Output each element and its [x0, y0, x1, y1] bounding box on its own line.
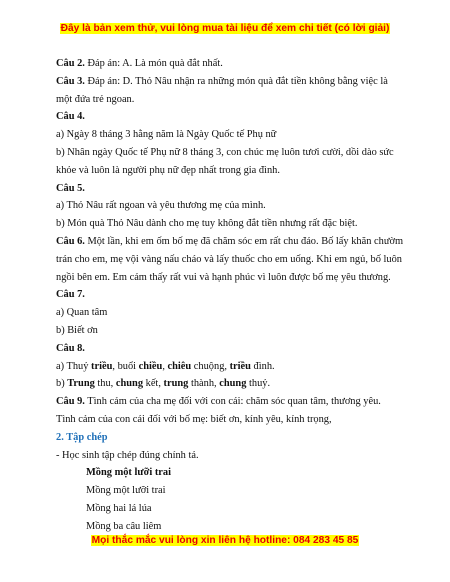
- text-run: thành,: [188, 378, 220, 390]
- cau5-label-text: Câu 5.: [56, 182, 85, 194]
- poem-line: Mồng một lưỡi trai: [86, 485, 166, 497]
- bold-word: triều: [91, 360, 113, 372]
- text-run: thuỷ.: [246, 378, 271, 390]
- poem-title: [56, 464, 406, 482]
- bold-word: triều: [229, 360, 251, 372]
- cau7-answer-a: a) Quan tâm: [56, 307, 108, 319]
- cau4-label-text: Câu 4.: [56, 111, 85, 123]
- text-run: thu,: [94, 378, 116, 390]
- cau9-text: Tình cảm của cha mẹ đối với con cái: chăm sóc quan tâm, thương yêu.: [84, 396, 381, 408]
- cau4-answer-b: b) Nhân ngày Quốc tế Phụ nữ 8 tháng 3, con chúc mẹ luôn tươi cười, dồi dào sức khỏe và luôn là người phụ nữ đẹp nhất trong gia đình.: [56, 146, 394, 176]
- cau3-paragraph: [56, 73, 406, 109]
- poem-line: Mồng hai lá lúa: [86, 502, 152, 514]
- text-run: chuộng,: [191, 360, 230, 372]
- cau4-answer-a: a) Ngày 8 tháng 3 hằng năm là Ngày Quốc tế Phụ nữ: [56, 129, 277, 141]
- poem-title-text: Mồng một lưỡi trai: [86, 467, 171, 479]
- cau8-answer-a: [56, 358, 406, 376]
- cau8-label-text: Câu 8.: [56, 342, 85, 354]
- hotline-text: Mọi thắc mắc vui lòng xin liên hệ hotline: 084 283 45 85: [91, 535, 359, 546]
- cau9-line2: Tình cảm của con cái đối với bố mẹ: biết ơn, kính yêu, kính trọng,: [56, 413, 332, 425]
- text-run: a) Thuỷ: [56, 360, 92, 372]
- poem-line: Mồng ba câu liêm: [86, 520, 162, 532]
- bold-word: chiêu: [167, 360, 192, 372]
- cau4-label: [56, 108, 406, 126]
- cau6-text: Một lần, khi em ốm bố mẹ đã chăm sóc em rất chu đáo. Bố lấy khăn chườm trán cho em, mẹ vội vàng nấu cháo và lấy thuốc cho em uống. Khi em ngủ, bố luôn ngồi bên em. Em cảm thấy rất vui và hạnh phúc vì luôn được bố mẹ yêu thương.: [56, 235, 404, 283]
- text-run: , buổi: [112, 360, 139, 372]
- preview-notice-banner: [0, 23, 450, 34]
- cau6-paragraph: [56, 233, 406, 286]
- cau2-paragraph: [56, 55, 406, 73]
- cau5-label: [56, 180, 406, 198]
- text-run: ,: [162, 360, 168, 372]
- cau6-label: Câu 6.: [56, 235, 85, 247]
- cau8-label: [56, 340, 406, 358]
- cau9-paragraph: [56, 393, 406, 411]
- text-run: đình.: [250, 360, 275, 372]
- cau5-answer-b: b) Món quà Thỏ Nâu dành cho mẹ tuy không đắt tiền nhưng rất đặc biệt.: [56, 218, 358, 230]
- cau7-label: [56, 286, 406, 304]
- section-instruction: - Học sinh tập chép đúng chính tả.: [56, 449, 199, 461]
- bold-word: chung: [115, 378, 144, 390]
- bold-word: Trung: [67, 378, 95, 390]
- cau7-label-text: Câu 7.: [56, 289, 85, 301]
- preview-notice-text: Đây là bản xem thử, vui lòng mua tài liệu để xem chi tiết (có lời giải): [60, 23, 390, 34]
- bold-word: chiều: [138, 360, 163, 372]
- hotline-banner: [0, 535, 450, 546]
- bold-word: trung: [163, 378, 189, 390]
- bold-word: chung: [219, 378, 247, 390]
- cau8-answer-b: [56, 375, 406, 393]
- cau3-label: Câu 3.: [56, 75, 85, 87]
- text-run: b): [56, 378, 68, 390]
- section-heading-tap-chep: 2. Tập chép: [56, 431, 108, 443]
- cau2-label: Câu 2.: [56, 58, 85, 69]
- text-run: kết,: [143, 378, 164, 390]
- cau5-answer-a: a) Thỏ Nâu rất ngoan và yêu thương mẹ của mình.: [56, 200, 266, 212]
- cau9-label: Câu 9.: [56, 396, 85, 408]
- cau7-answer-b: b) Biết ơn: [56, 324, 98, 336]
- cau2-text: Đáp án: A. Là món quà đắt nhất.: [84, 58, 223, 69]
- cau3-text: Đáp án: D. Thỏ Nâu nhận ra những món quà đắt tiền không bằng việc là một đứa trẻ ngoan.: [56, 75, 388, 105]
- answer-content: [56, 55, 406, 536]
